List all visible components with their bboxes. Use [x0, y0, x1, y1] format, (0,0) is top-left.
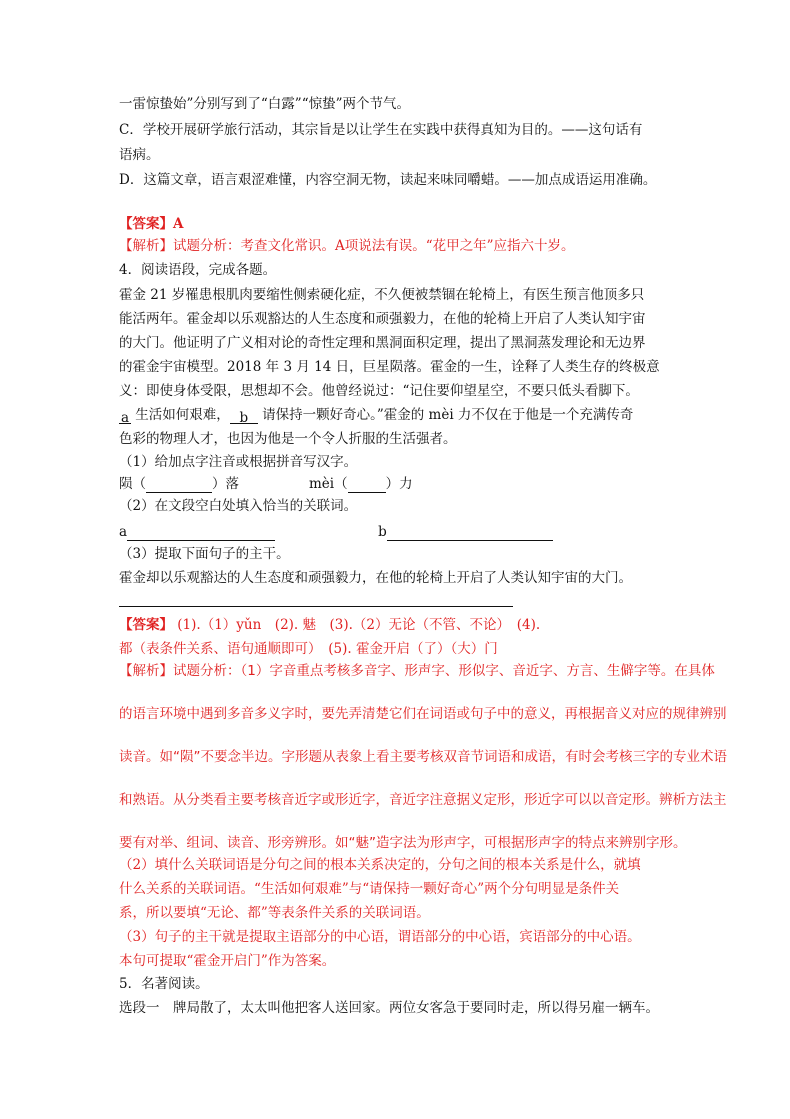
question-5-excerpt: 选段一 牌局散了，太太叫他把客人送回家。两位女客急于要同时走，所以得另雇一辆车。: [119, 1000, 659, 1016]
passage-line: 义：即使身体受限，思想却不会。他曾经说过：“记住要仰望星空，不要只低头看脚下。: [119, 383, 639, 399]
analysis-line: 要有对举、组词、读音、形旁辨形。如“魅”造字法为形声字，可根据形声字的特点来辨别字形。: [119, 835, 687, 851]
question-5-title: 5．名著阅读。: [119, 976, 209, 992]
sub-question-1-blanks: 陨（ ）落 mèi（ ）力: [119, 476, 413, 492]
answer-blank: [146, 478, 212, 493]
sub-question-2-blanks: a b: [119, 523, 553, 541]
analysis-line: 和熟语。从分类看主要考核音近字或形近字，音近字注意据义定形，形近字可以以音定形。辨析方法主: [119, 792, 727, 808]
analysis-line: （3）句子的主干就是提取主语部分的中心语，谓语部分的中心语，宾语部分的中心语。: [119, 929, 641, 945]
blank-b: b: [230, 409, 258, 424]
analysis-line: 的语言环境中遇到多音多义字时，要先弄清楚它们在词语或句子中的意义，再根据音义对应的规律辨别: [119, 706, 727, 722]
answer-value: A: [173, 216, 184, 232]
passage-line: 的大门。他证明了广义相对论的奇性定理和黑洞面积定理，提出了黑洞蒸发理论和无边界: [119, 335, 646, 351]
passage-line: 能活两年。霍金却以乐观豁达的人生态度和顽强毅力，在他的轮椅上开启了人类认知宇宙: [119, 311, 646, 327]
text-line: 一雷惊蛰始”分别写到了“白露”“惊蛰”两个节气。: [119, 96, 411, 112]
sub-question-1: （1）给加点字注音或根据拼音写汉字。: [119, 454, 358, 470]
sub-question-2: （2）在文段空白处填入恰当的关联词。: [119, 498, 358, 514]
answer-blank: [387, 526, 553, 541]
analysis-line: 本句可提取“霍金开启门”作为答案。: [119, 953, 336, 969]
analysis-line: 【解析】试题分析：（1）字音重点考核多音字、形声字、形似字、音近字、方言、生僻字等。在具体: [119, 663, 715, 679]
answer-4-line-1: 【答案】 (1).（1）yǔn (2). 魅 (3).（2）无论（不管、不论） (4).: [119, 617, 541, 633]
answer-divider: [119, 606, 513, 607]
text-line: 语病。: [119, 147, 160, 163]
answer-blank: [348, 478, 386, 493]
answer-4-line-2: 都（表条件关系、语句通顺即可） (5). 霍金开启（了）（大）门: [119, 641, 498, 657]
sub-question-3-sentence: 霍金却以乐观豁达的人生态度和顽强毅力，在他的轮椅上开启了人类认知宇宙的大门。: [119, 570, 632, 586]
analysis-line: 读音。如“陨”不要念半边。字形题从表象上看主要考核双音节词语和成语，有时会考核三字的专业术语: [119, 749, 727, 765]
passage-line: 霍金 21 岁罹患根肌肉要缩性侧索硬化症，不久便被禁锢在轮椅上，有医生预言他顶多只: [119, 287, 645, 303]
answer-blank: [127, 526, 275, 541]
analysis-line: 什么关系的关联词语。“生活如何艰难”与“请保持一颗好奇心”两个分句明显是条件关: [119, 881, 620, 897]
passage-line: a 生活如何艰难， b 请保持一颗好奇心。”霍金的 mèi 力不仅在于他是一个充满传奇: [120, 407, 634, 426]
blank-a: a: [120, 410, 130, 426]
sub-question-3: （3）提取下面句子的主干。: [119, 546, 290, 562]
answer-label: 【答案】: [119, 617, 173, 633]
option-d-line: D．这篇文章，语言艰涩难懂，内容空洞无物，读起来味同嚼蜡。——加点成语运用准确。: [119, 172, 657, 188]
passage-line: 色彩的物理人才，也因为他是一个令人折服的生活强者。: [119, 431, 457, 447]
analysis-line: 系，所以要填“无论、都”等表条件关系的关联词语。: [119, 905, 430, 921]
answer-3: [119, 215, 183, 233]
option-c-line: C．学校开展研学旅行活动，其宗旨是以让学生在实践中获得真知为目的。——这句话有: [119, 122, 643, 138]
analysis-line: （2）填什么关联词语是分句之间的根本关系决定的，分句之间的根本关系是什么，就填: [119, 857, 641, 873]
passage-line: 的霍金宇宙模型。2018 年 3 月 14 日，巨星陨落。霍金的一生，诠释了人类生存的终极意: [119, 359, 660, 375]
analysis-3: 【解析】试题分析：考查文化常识。A项说法有误。“花甲之年”应指六十岁。: [119, 238, 575, 254]
answer-label: 【答案】: [119, 216, 173, 232]
question-4-title: 4．阅读语段，完成各题。: [119, 262, 277, 278]
